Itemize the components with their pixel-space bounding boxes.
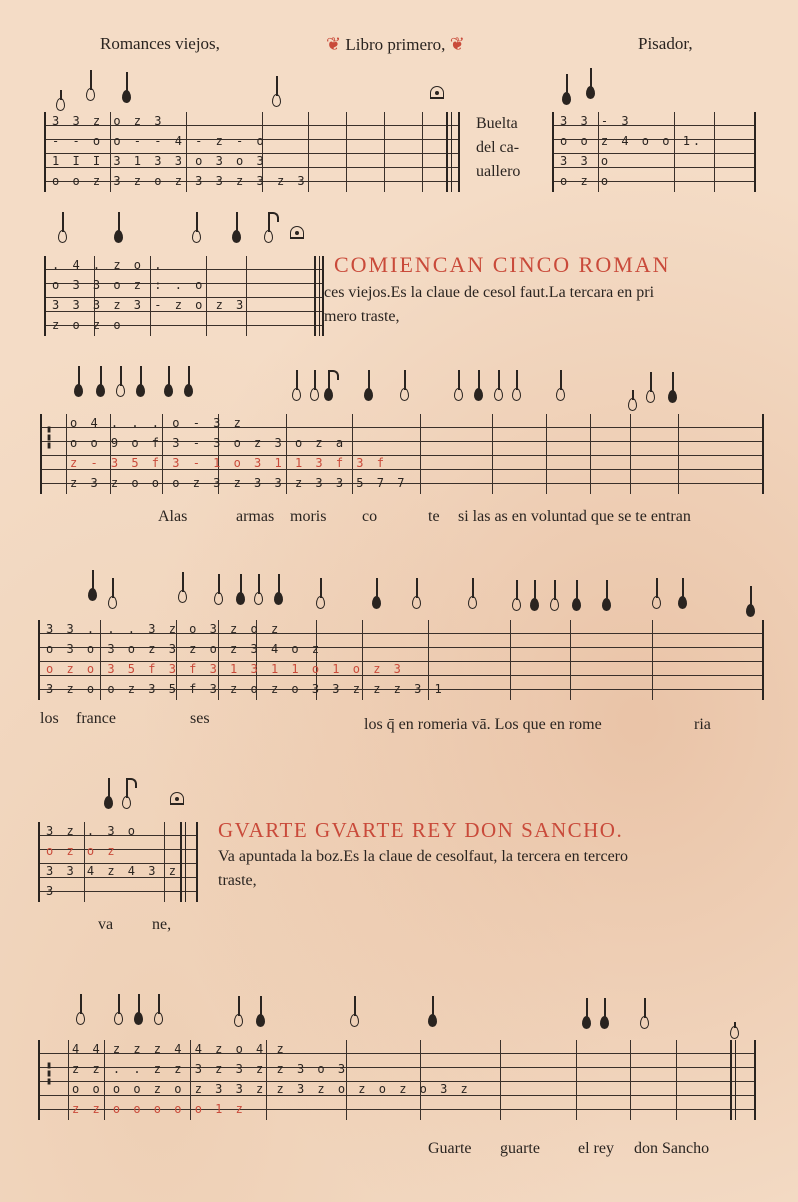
flower-ornament-icon: ❦ xyxy=(449,34,465,54)
lyric-word: ne, xyxy=(152,916,172,933)
section-text-line: mero traste, xyxy=(324,308,400,325)
lyric-word: te xyxy=(428,508,440,525)
sidebar-line: uallero xyxy=(476,163,521,180)
header-right: Pisador, xyxy=(638,34,693,53)
fermata-icon xyxy=(430,86,444,100)
tab-row: 3 z . 3 o xyxy=(46,824,139,838)
tab-row: o z o z xyxy=(46,844,118,858)
tab-row: 3 xyxy=(46,884,57,898)
lyric-word: guarte xyxy=(500,1140,540,1157)
tab-row: 3 3 o xyxy=(560,154,612,168)
tab-row: . 4 . z o . xyxy=(52,258,165,272)
lyric-word: Guarte xyxy=(428,1140,472,1157)
tab-row: o o z 3 z o z 3 3 z 3 z 3 xyxy=(52,174,308,188)
header-center xyxy=(326,34,465,55)
lyric-word: moris xyxy=(290,508,327,525)
tab-row: o o z 4 o o 1. xyxy=(560,134,704,148)
header-center-text: Libro primero, xyxy=(345,35,446,54)
tablature-staff-6 xyxy=(38,822,198,902)
lyric-word: co xyxy=(362,508,378,525)
tablature-staff-5 xyxy=(38,620,764,700)
tablature-staff-1 xyxy=(44,112,460,192)
meter-sign-icon: ▮ ▮ ▮ xyxy=(46,424,53,451)
fermata-icon xyxy=(290,226,304,240)
tablature-staff-4 xyxy=(40,414,764,494)
tab-row: 3 3 - 3 xyxy=(560,114,632,128)
lyric-word: france xyxy=(76,710,116,727)
tab-row: o o 9 o f 3 - 3 o z 3 o z a xyxy=(70,436,347,450)
lyric-word: si las as en voluntad que se te entran xyxy=(458,508,691,525)
section-text-line: ces viejos.Es la claue de cesol faut.La tercara en pri xyxy=(324,284,655,301)
tab-row: o z o xyxy=(560,174,612,188)
tab-row: o 3 o 3 o z 3 z o z 3 4 o z xyxy=(46,642,323,656)
lyric-word: ses xyxy=(190,710,210,727)
tab-row: z z o o o o o 1 z xyxy=(72,1102,246,1116)
sidebar-label xyxy=(476,112,520,184)
sidebar-line: Buelta xyxy=(476,115,518,132)
meter-sign-icon: ▮ ▮ ▮ xyxy=(46,1060,53,1087)
tab-row: - - o o - - 4 - z - o xyxy=(52,134,267,148)
lyric-word: Alas xyxy=(158,508,188,525)
lyric-word: los q̄ en romeria vā. Los que en rome xyxy=(364,716,602,733)
tab-row: o o o o z o z 3 3 z z 3 z o z o z o 3 z xyxy=(72,1082,471,1096)
tab-row: o 4 . . . o - 3 z xyxy=(70,416,244,430)
tab-row: 3 3 3 z 3 - z o z 3 xyxy=(52,298,247,312)
lyric-word: don Sancho xyxy=(634,1140,710,1157)
lyric-word: armas xyxy=(236,508,275,525)
tab-row: 3 3 4 z 4 3 z xyxy=(46,864,179,878)
section-text-line: traste, xyxy=(218,872,257,889)
lyric-word: va xyxy=(98,916,114,933)
tablature-staff-7 xyxy=(38,1040,756,1120)
tablature-staff-3 xyxy=(44,256,324,336)
tab-row: z z . . z z 3 z 3 z z 3 o 3 xyxy=(72,1062,349,1076)
lyric-word: ria xyxy=(694,716,711,733)
tab-row: 1 I I 3 1 3 3 o 3 o 3 xyxy=(52,154,267,168)
tab-row: 4 4 z z z 4 4 z o 4 z xyxy=(72,1042,287,1056)
tab-row: o 3 3 o z : . o xyxy=(52,278,206,292)
fermata-icon xyxy=(170,792,184,806)
tab-row: 3 3 z o z 3 xyxy=(52,114,165,128)
flower-ornament-icon: ❦ xyxy=(326,34,342,54)
lyric-word: los xyxy=(40,710,59,727)
section-text-line: Va apuntada la boz.Es la claue de cesolfaut, la tercera en tercero xyxy=(218,848,628,865)
header-left: Romances viejos, xyxy=(100,34,220,53)
section-title-1: COMIENCAN CINCO ROMAN xyxy=(334,252,671,277)
tablature-staff-2 xyxy=(552,112,756,192)
tab-row: 3 z o o z 3 5 f 3 z o z o 3 3 z z z 3 1 xyxy=(46,682,445,696)
tab-row: z 3 z o o o z 3 z 3 3 z 3 3 5 7 7 xyxy=(70,476,408,490)
lyric-word: el rey xyxy=(578,1140,614,1157)
section-title-2: GVARTE GVARTE REY DON SANCHO. xyxy=(218,818,624,842)
tab-row: 3 3 . . . 3 z o 3 z o z xyxy=(46,622,282,636)
tab-row: o z o 3 5 f 3 f 3 1 3 1 1 o 1 o z 3 xyxy=(46,662,404,676)
sidebar-line: del ca- xyxy=(476,139,520,156)
tab-row: z o z o xyxy=(52,318,124,332)
tab-row: z - 3 5 f 3 - 1 o 3 1 1 3 f 3 f xyxy=(70,456,387,470)
